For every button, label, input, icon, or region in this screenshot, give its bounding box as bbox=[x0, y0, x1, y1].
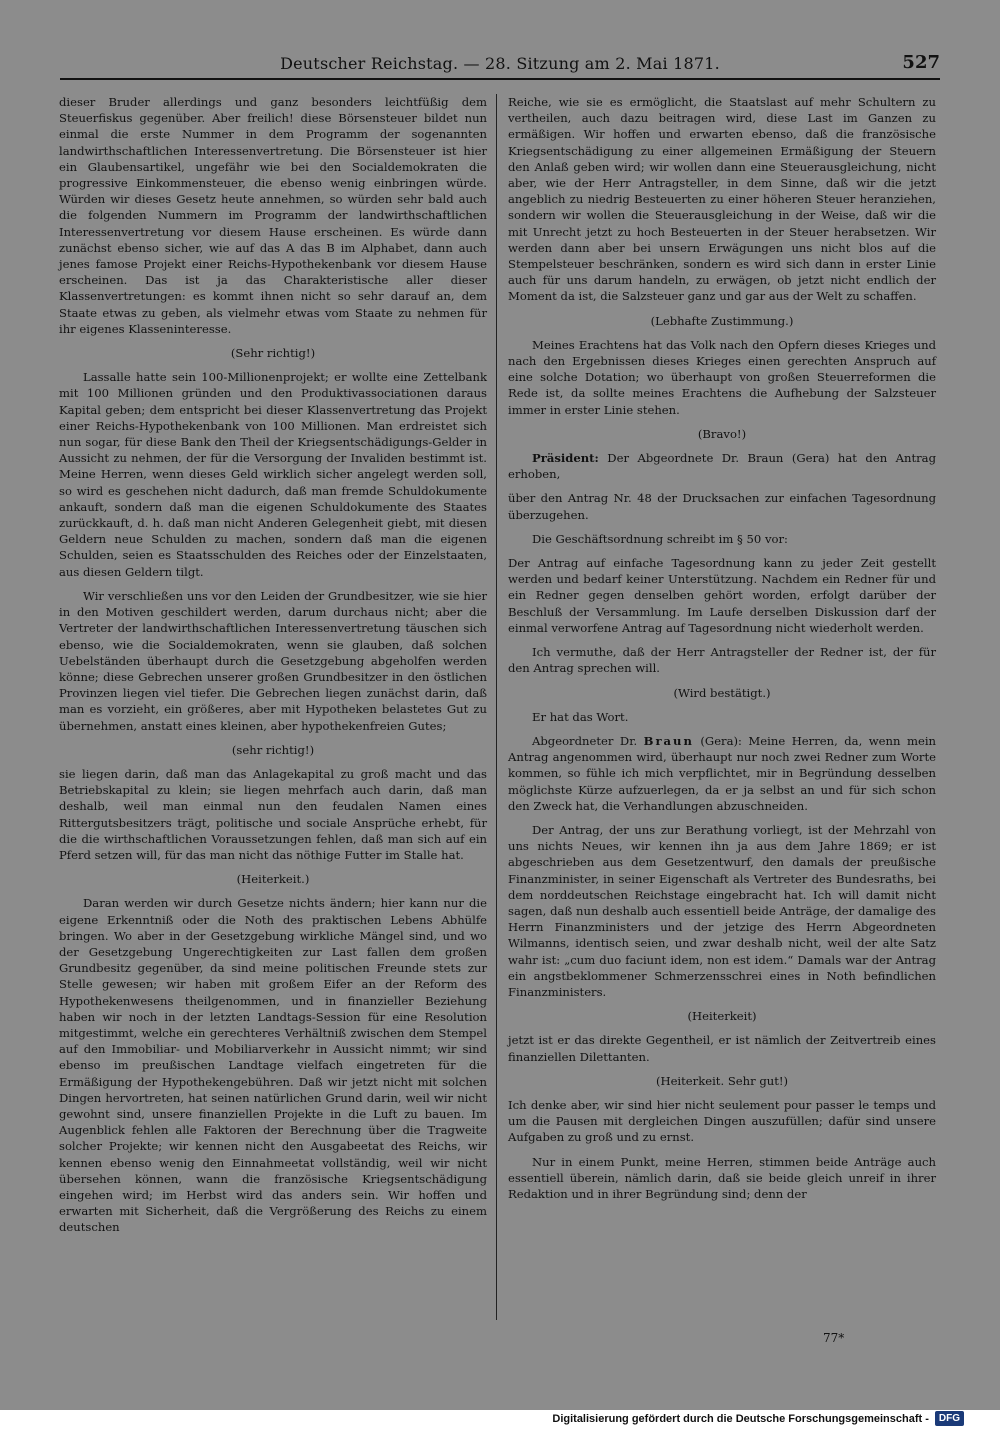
paragraph-speaker bbox=[508, 733, 936, 814]
paragraph-president bbox=[508, 450, 936, 482]
page-header bbox=[60, 52, 940, 80]
paragraph: Nur in einem Punkt, meine Herren, stimmen beide Anträge auch essentiell überein, nämlich darin, daß sie beide gleich unreif in ihrer Redaktion und in ihrer Begründung sind; denn der bbox=[508, 1154, 936, 1201]
paragraph: dieser Bruder allerdings und ganz besonders leichtfüßig dem Steuerfiskus gegenüber. Aber freilich! diese Börsensteuer bildet nun einmal die erste Nummer in dem Programm der sogenannten landwirthschaftlichen Interessenvertretung. Die Börsensteuer ist hier ein Glaubensartikel, ungefähr wie bei den Socialdemokraten die progressive Einkommensteuer, die ebenso wenig einbringen würde. Würden wir dieses Gesetz heute annehmen, so würden sehr bald auch die folgenden Nummern im Programm der landwirthschaftlichen Interessenvertretung vor diesem Hause erscheinen. Es würde dann zunächst ebenso sicher, wie auf das A das B im Alphabet, dann auch jenes famose Projekt einer Reichs-Hypothekenbank vor diesem Hause erscheinen. Das ist ja das Charakteristische aller dieser Klassenvertretungen: es kommt ihnen nicht so sehr darauf an, dem Staate etwas zu geben, als vielmehr etwas vom Staate zu nehmen für ihr eigenes Klasseninteresse. bbox=[59, 95, 487, 336]
running-title: Deutscher Reichstag. — 28. Sitzung am 2. Mai 1871. bbox=[280, 54, 720, 73]
interjection: (Bravo!) bbox=[697, 426, 747, 441]
interjection: (Wird bestätigt.) bbox=[673, 685, 771, 700]
paragraph: Der Antrag, der uns zur Berathung vorliegt, ist der Mehrzahl von uns nichts Neues, wir kennen ihn ja aus dem Jahre 1869; er ist abgeschrieben aus dem Gesetzentwurf, den damals der preußische Finanzminister, in seiner Eigenschaft als Vertreter des Bundesraths, bei dem norddeutschen Reichstage eingebracht hat. Ich will damit nicht sagen, daß nun deshalb auch essentiell beide Anträge, der damalige des Herrn Finanzministers und der jetzige des Herrn Abgeordneten Wilmanns, identisch seien, und zwar deshalb nicht, weil der alte Satz wahr ist: „cum duo faciunt idem, non est idem.“ Damals war der Antrag ein angstbeklommener Schmerzensschrei eines in Noth befindlichen Finanzministers. bbox=[508, 822, 936, 999]
paragraph: Lassalle hatte sein 100-Millionenprojekt; er wollte eine Zettelbank mit 100 Millionen gründen und den Produktivassociationen daraus Kapital geben; dem entspricht bei dieser Klassenvertretung das Projekt einer Reichs-Hypothekenbank von 100 Millionen. Man erdreistet sich nun sogar, für diese Bank den Theil der Kriegsentschädigungs-Gelder in Aussicht zu nehmen, der für die Versorgung der Invaliden bestimmt ist. Meine Herren, wenn dieses Geld wirklich sicher angelegt werden soll, so wird es geschehen nicht dadurch, daß man fremde Schuldokumente ankauft, sondern daß man die eigenen Schuldokumente des Staates zurückkauft, d. h. daß man nicht Anderen Gelegenheit giebt, mit diesen Geldern neue Schulden zu machen, sondern daß man die eigenen Schulden, seien es Staatsschulden des Reiches oder der Einzelstaaten, aus diesen Geldern tilgt. bbox=[59, 370, 487, 579]
interjection: (Heiterkeit) bbox=[687, 1009, 757, 1024]
paragraph: Ich vermuthe, daß der Herr Antragsteller der Redner ist, der für den Antrag sprechen will. bbox=[508, 645, 936, 676]
interjection: (sehr richtig!) bbox=[231, 742, 315, 757]
paragraph: jetzt ist er das direkte Gegentheil, er ist nämlich der Zeitvertreib eines finanziellen Dilettanten. bbox=[508, 1033, 936, 1064]
speaker-name: Braun bbox=[643, 733, 694, 748]
right-column bbox=[508, 94, 936, 1210]
paragraph: Die Geschäftsordnung schreibt im § 50 vor: bbox=[532, 531, 788, 546]
paragraph: Meines Erachtens hat das Volk nach den Opfern dieses Krieges und nach den Ergebnissen dieses Krieges einen gerechten Anspruch auf eine solche Dotation; wo überhaupt von großen Steuerreformen die Rede ist, da sollte meines Erachtens die Aufhebung der Salzsteuer immer in erster Linie stehen. bbox=[508, 337, 936, 417]
credit-text: Digitalisierung gefördert durch die Deutsche Forschungsgemeinschaft - bbox=[552, 1412, 929, 1425]
interjection: (Sehr richtig!) bbox=[230, 346, 316, 361]
interjection: (Heiterkeit. Sehr gut!) bbox=[655, 1073, 789, 1088]
interjection: (Lebhafte Zustimmung.) bbox=[650, 313, 794, 328]
left-column bbox=[59, 94, 487, 1244]
paragraph: Wir verschließen uns vor den Leiden der Grundbesitzer, wie sie hier in den Motiven geschildert werden, darum durchaus nicht; aber die Vertreter der landwirthschaftlichen Interessenvertretung täuschen sich ebenso, wie die Socialdemokraten, wenn sie glauben, daß solchen Uebelständen überhaupt durch die Gesetzgebung abgeholfen werden könne; diese Gebrechen unserer großen Grundbesitzer in den östlichen Provinzen liegen viel tiefer. Die Gebrechen liegen zunächst darin, daß man es vorzieht, ein größeres, aber mit Hypotheken belastetes Gut zu übernehmen, anstatt eines kleinen, aber hypothekenfreien Gutes; bbox=[59, 588, 487, 733]
paragraph-text: Der Abgeordnete Dr. Braun (Gera) hat den Antrag erhoben, bbox=[508, 451, 936, 482]
digitization-credit bbox=[552, 1411, 964, 1426]
paragraph: Reiche, wie sie es ermöglicht, die Staatslast auf mehr Schultern zu vertheilen, auch dazu beitragen wird, diese Last im Ganzen zu ermäßigen. Wir hoffen und erwarten ebenso, daß die französische Kriegsentschädigung zu einer allgemeinen Ermäßigung der Steuern den Anlaß geben wird; wir wollen dann eine Steuerausgleichung, nicht aber, wie der Herr Antragsteller, in dem Sinne, daß wir die jetzt angeblich zu niedrig Besteuerten zu einer höheren Steuer heranziehen, sondern wir wollen die Steuerausgleichung in der Weise, daß wir die mit Unrecht jetzt zu hoch Besteuerten in der Steuer herabsetzen. Wir werden dann aber bei unsern Erwägungen uns nicht blos auf die Stempelsteuer beschränken, sondern es wird sich dann in erster Linie auch für uns darum handeln, zu erwägen, ob jetzt nicht endlich der Moment da ist, die Salzsteuer ganz und gar aus der Welt zu schaffen. bbox=[508, 95, 936, 304]
page-number: 527 bbox=[902, 52, 940, 73]
speaker-label: Präsident: bbox=[532, 451, 599, 466]
quoted-motion: über den Antrag Nr. 48 der Drucksachen zur einfachen Tagesordnung überzugehen. bbox=[508, 491, 936, 522]
quoted-rule: Der Antrag auf einfache Tagesordnung kann zu jeder Zeit gestellt werden und bedarf keiner Unterstützung. Nachdem ein Redner für und ein Redner gegen denselben gehört worden, erfolgt darüber der Beschluß der Versammlung. Im Laufe derselben Diskussion darf der einmal verworfene Antrag auf Tagesordnung nicht wiederholt werden. bbox=[508, 556, 936, 635]
speaker-prefix: Abgeordneter Dr. bbox=[532, 733, 644, 748]
paragraph-text: (Gera): Meine Herren, da, wenn mein Antrag angenommen wird, überhaupt nur noch zwei Redner zum Worte kommen, so fühle ich mich verpflichtet, mir in Begründung desselben möglichste Kürze aufzuerlegen, da er ja selbst an und für sich schon den Zweck hat, die Verhandlungen abzuschneiden. bbox=[508, 733, 936, 813]
paragraph: Er hat das Wort. bbox=[532, 709, 629, 724]
dfg-logo-icon: DFG bbox=[935, 1411, 964, 1426]
column-divider bbox=[496, 94, 497, 1320]
paragraph: Daran werden wir durch Gesetze nichts ändern; hier kann nur die eigene Erkenntniß oder die Noth des praktischen Lebens Abhülfe bringen. Wo aber in der Gesetzgebung wirkliche Mängel sind, und wo der Gesetzgebung Ungerechtigkeiten zur Last fallen dem großen Grundbesitz gegenüber, da sind meine politischen Freunde stets zur Stelle gewesen; wir haben mit großem Eifer an der Reform des Hypothekenwesens theilgenommen, und in finanzieller Beziehung haben wir noch in der letzten Landtags-Session für eine Resolution mitgestimmt, welche ein gerechteres Verhältniß zwischen dem Stempel auf den Immobiliar- und Mobiliarverkehr in Aussicht nimmt; wir sind ebenso im preußischen Landtage vielfach eingetreten für die Ermäßigung der Hypothekengebühren. Daß wir jetzt nicht mit solchen Dingen hervortreten, hat seinen natürlichen Grund darin, weil wir nicht gewohnt sind, unsere finanziellen Projekte in die Luft zu bauen. Im Augenblick fehlen alle Faktoren der Berechnung über die Tragweite solcher Projekte; wir kennen nicht den Ausgabeetat des Reichs, wir kennen ebenso wenig den Einnahmeetat vollständig, weil wir nicht übersehen können, wann die französische Kriegsentschädigung eingehen wird; im Herbst wird das anders sein. Wir hoffen und erwarten mit Sicherheit, daß die Vergrößerung des Reichs zu einem deutschen bbox=[59, 896, 487, 1235]
signature-mark: 77* bbox=[823, 1331, 845, 1345]
paragraph: sie liegen darin, daß man das Anlagekapital zu groß macht und das Betriebskapital zu klein; sie liegen mehrfach auch darin, daß man deshalb, weil man einmal nun den feudalen Namen eines Rittergutsbesitzers trägt, politische und sociale Ansprüche erhebt, für die die wirthschaftlichen Voraussetzungen fehlen, daß man sich auf ein Pferd setzen will, für das man nicht das nöthige Futter im Stalle hat. bbox=[59, 766, 487, 862]
interjection: (Heiterkeit.) bbox=[236, 872, 310, 887]
paragraph: Ich denke aber, wir sind hier nicht seulement pour passer le temps und um die Pausen mit dergleichen Dingen auszufüllen; dafür sind unsere Aufgaben zu groß und zu ernst. bbox=[508, 1097, 936, 1145]
